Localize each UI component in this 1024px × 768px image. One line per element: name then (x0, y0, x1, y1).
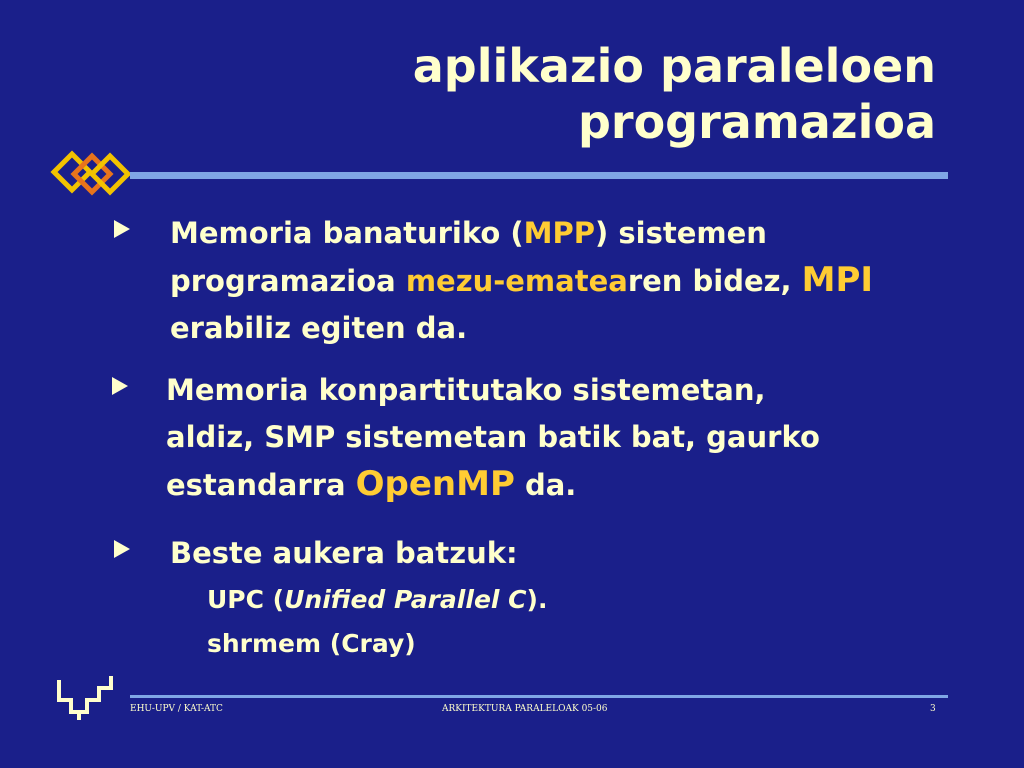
triangle-right-icon (114, 220, 130, 238)
slide-title (413, 38, 936, 150)
bullet-2-line-3-a: estandarra (166, 468, 356, 502)
footer-rule (130, 695, 948, 698)
highlight-mpp: MPP (523, 216, 596, 250)
sub-item-upc-italic: Unified Parallel C (284, 585, 527, 614)
bullet-2-text (166, 367, 820, 509)
page-number: 3 (930, 704, 936, 714)
bullet-2-line-2: aldiz, SMP sistemetan batik bat, gaurko (166, 420, 820, 454)
highlight-mezu-ematea: mezu-ematea (405, 264, 628, 298)
sub-item-upc-a: UPC ( (207, 585, 285, 614)
bullet-1-line-1-a: Memoria banaturiko ( (170, 216, 524, 250)
bullet-2-line-1: Memoria konpartitutako sistemetan, (166, 373, 766, 407)
highlight-mpi: MPI (801, 260, 874, 300)
footer-left-text: EHU-UPV / KAT-ATC (130, 704, 223, 714)
bullet-1-line-2-a: programazioa (170, 264, 406, 298)
ehu-logo (55, 672, 125, 722)
sub-item-upc (207, 585, 547, 615)
title-line-2: programazioa (577, 95, 936, 149)
bullet-2-line-3-b: da. (514, 468, 577, 502)
bullet-2-line-3 (166, 461, 820, 509)
interlaced-diamonds-logo (50, 150, 140, 200)
bullet-1-line-1-b: ) sistemen (595, 216, 767, 250)
bullet-1-text (170, 210, 873, 352)
bullet-1-line-1 (170, 210, 873, 257)
highlight-openmp: OpenMP (355, 464, 515, 504)
sub-item-upc-b: ). (526, 585, 548, 614)
triangle-right-icon (114, 540, 130, 558)
title-rule (130, 172, 948, 179)
footer-center-text: ARKITEKTURA PARALELOAK 05-06 (442, 704, 608, 714)
sub-item-shrmem: shrmem (Cray) (207, 629, 416, 658)
bullet-3-text: Beste aukera batzuk: (170, 536, 518, 570)
bullet-1-line-3: erabiliz egiten da. (170, 311, 468, 345)
bullet-1-line-2-b: ren bidez, (627, 264, 802, 298)
triangle-right-icon (112, 377, 128, 395)
title-line-1: aplikazio paraleloen (412, 39, 936, 93)
bullet-1-line-2 (170, 257, 873, 305)
